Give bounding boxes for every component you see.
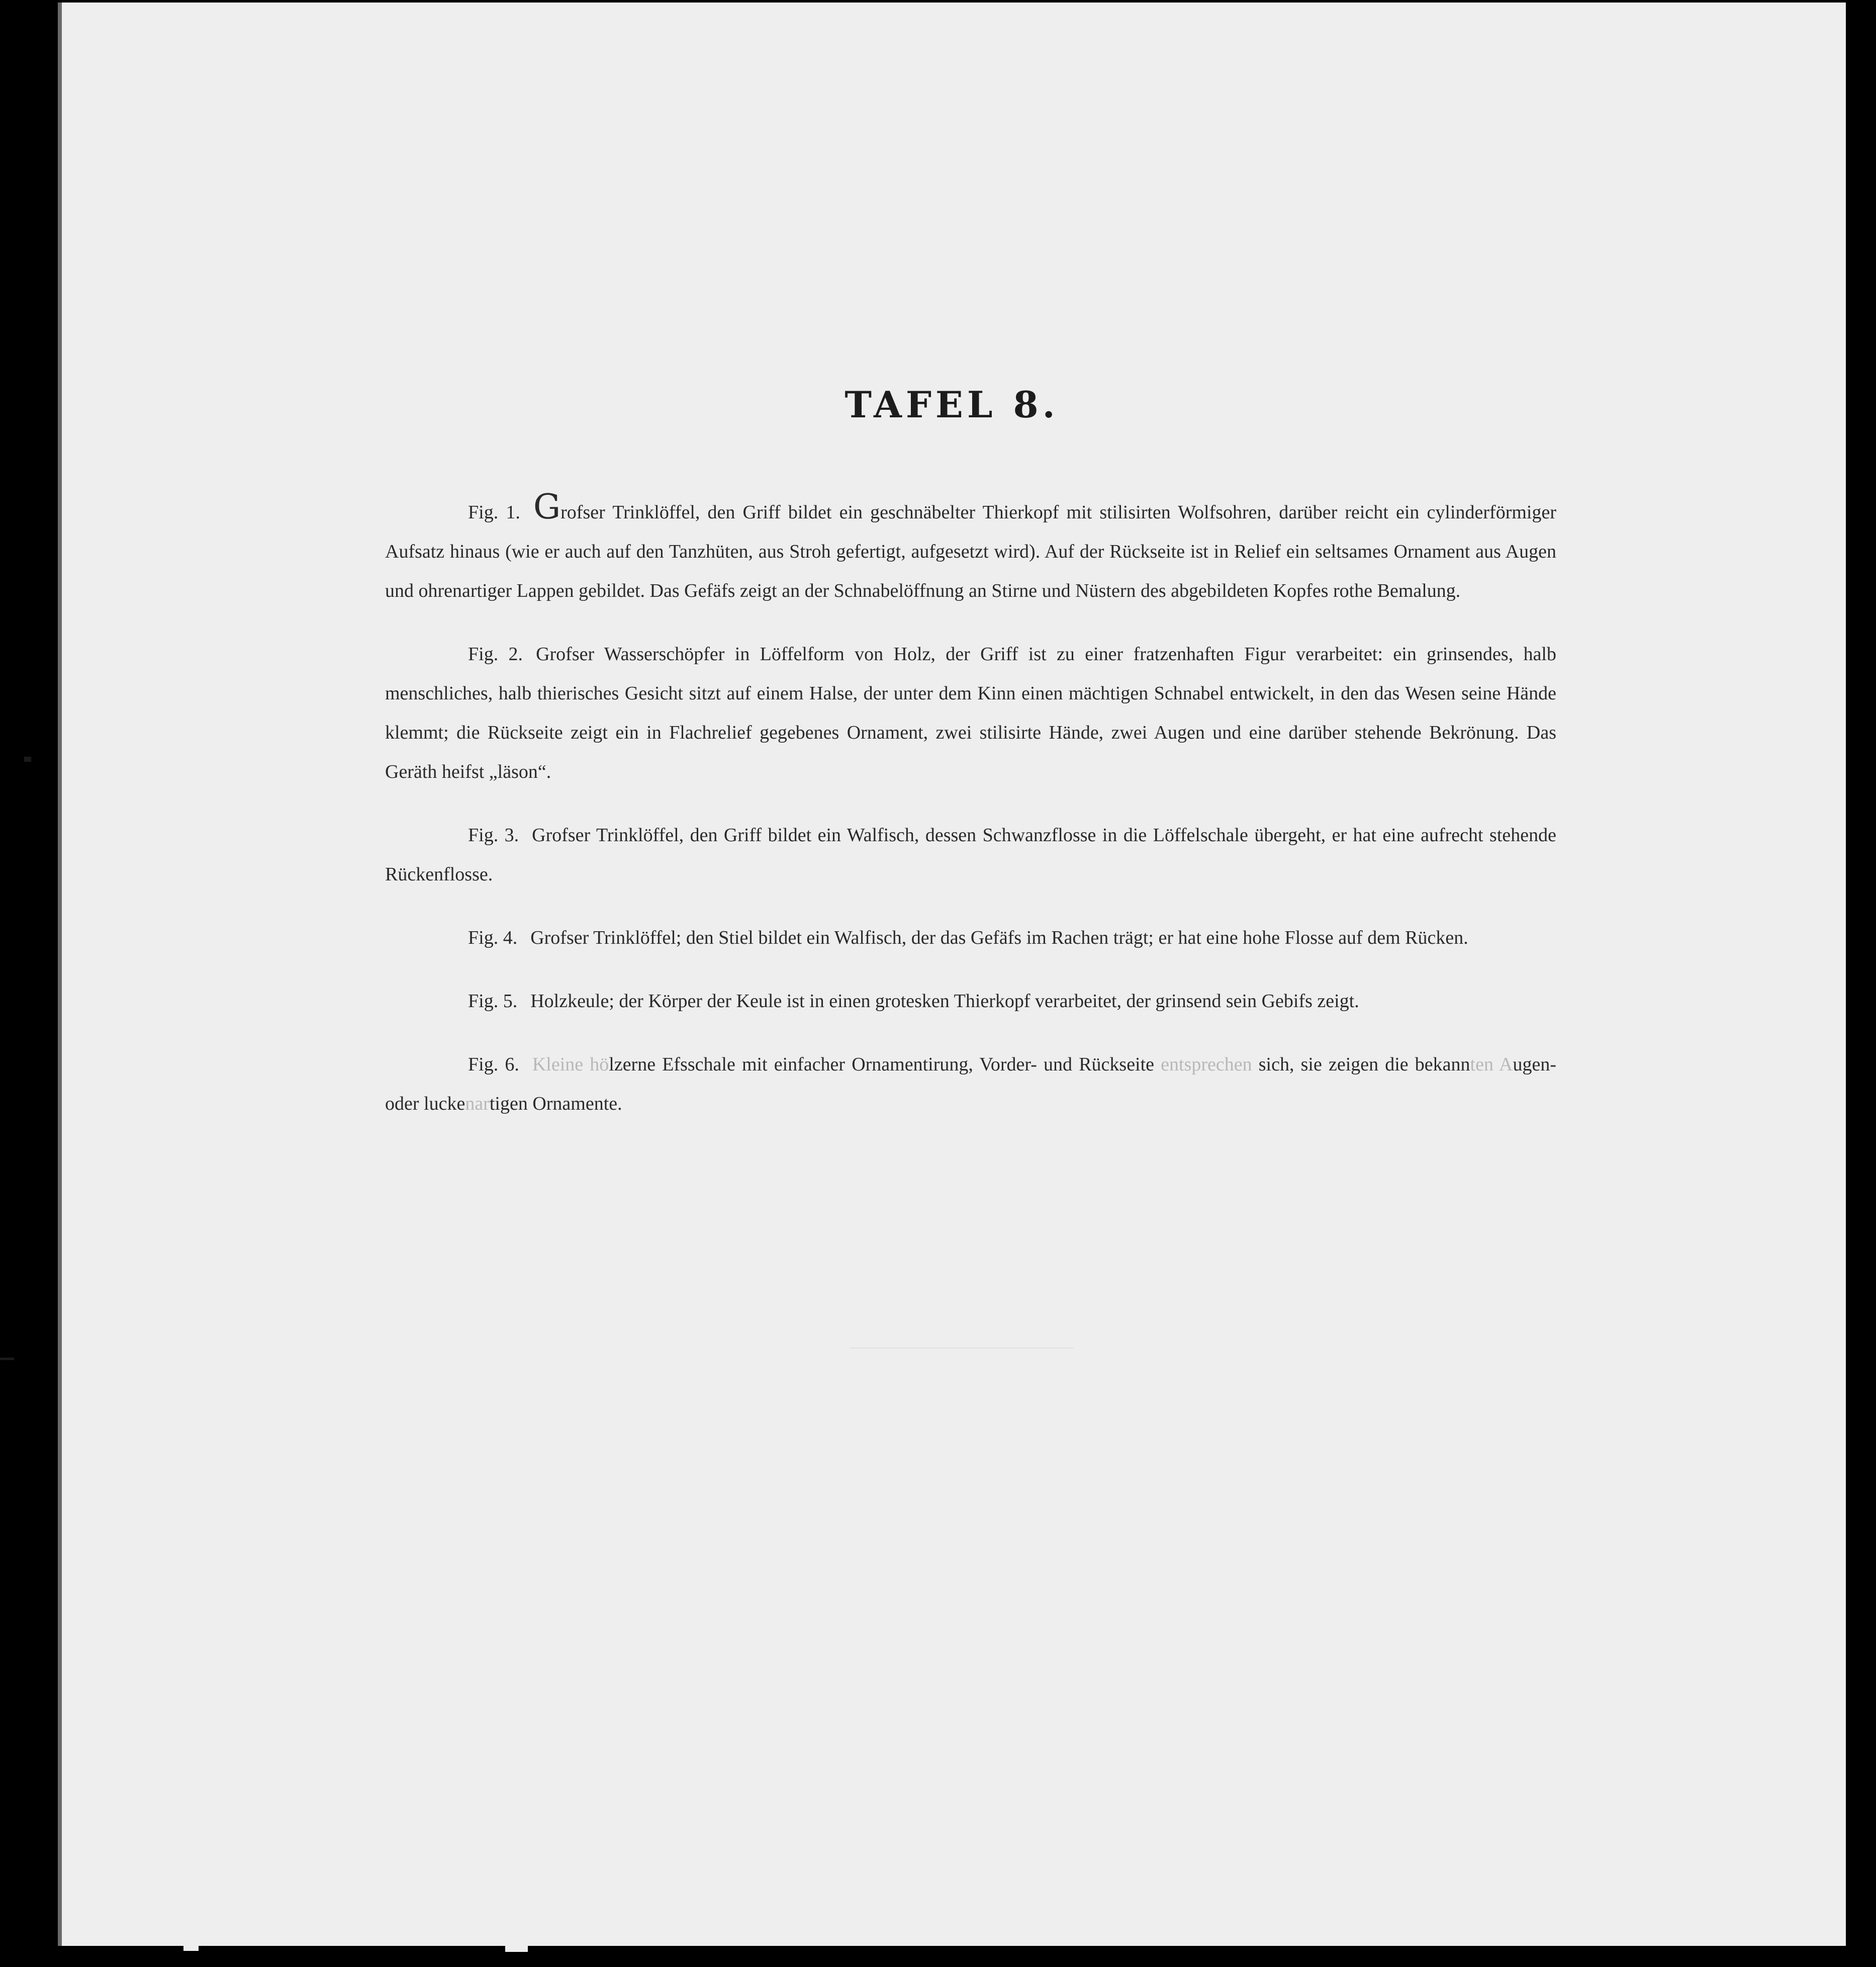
figure-6-text-b: lzerne Efsschale mit einfacher Ornamentirung, Vorder- und Rückseite bbox=[609, 1054, 1161, 1075]
figure-4-text: Grofser Trinklöffel; den Stiel bildet ein Walfisch, der das Gefäfs im Rachen trägt; er hat eine hohe Flosse auf dem Rücken. bbox=[530, 927, 1468, 948]
scan-bottom-border bbox=[0, 1946, 1876, 1967]
figure-6-label: Fig. 6. bbox=[468, 1054, 519, 1075]
figure-2-paragraph bbox=[385, 635, 1556, 791]
figure-4-paragraph bbox=[385, 918, 1556, 957]
figure-6-text-d: ugen- oder lucke bbox=[385, 1054, 1556, 1114]
figure-6-faint-4: nar bbox=[465, 1093, 490, 1114]
figure-6-faint-1: eine hö bbox=[551, 1054, 609, 1075]
bottom-ink-speck-1 bbox=[183, 1946, 199, 1951]
margin-mark-1 bbox=[24, 757, 31, 762]
figure-1-text: rofser Trinklöffel, den Griff bildet ein geschnäbelter Thierkopf mit stilisirten Wolfsohren, darüber reicht ein cylinderförmiger Aufsatz hinaus (wie er auch auf den Tanzhüten, aus Stroh gefertigt, aufgesetzt wird). Auf der Rückseite ist in Relief ein seltsames Ornament aus Augen und ohrenartiger Lappen gebildet. Das Gefäfs zeigt an der Schnabelöffnung an Stirne und Nüstern des abgebildeten Kopfes rothe Bemalung. bbox=[385, 502, 1556, 601]
figure-5-text: Holzkeule; der Körper der Keule ist in einen grotesken Thierkopf verarbeitet, der grinsend sein Gebifs zeigt. bbox=[530, 991, 1359, 1012]
page-title: TAFEL 8. bbox=[845, 383, 1059, 426]
figure-6-paragraph bbox=[385, 1045, 1556, 1123]
figure-5-label: Fig. 5. bbox=[468, 991, 518, 1012]
document-page bbox=[58, 3, 1846, 1946]
faint-rule bbox=[850, 1348, 1073, 1349]
figure-4-label: Fig. 4. bbox=[468, 927, 518, 948]
figure-2-text: Grofser Wasserschöpfer in Löffelform von Holz, der Griff ist zu einer fratzenhaften Figur verarbeitet: ein grinsendes, halb menschliches, halb thierisches Gesicht sitzt auf einem Halse, der unter dem Kinn einen mächtigen Schnabel entwickelt, in den das Wesen seine Hände klemmt; die Rückseite zeigt ein in Flachrelief gegebenes Ornament, zwei stilisirte Hände, zwei Augen und eine darüber stehende Bekrönung. Das Geräth heifst „läson“. bbox=[385, 644, 1556, 782]
margin-mark-2 bbox=[0, 1358, 14, 1360]
figure-3-text: Grofser Trinklöffel, den Griff bildet ein Walfisch, dessen Schwanzflosse in die Löffelschale übergeht, er hat eine aufrecht stehende Rückenflosse. bbox=[385, 825, 1556, 885]
figure-descriptions bbox=[385, 487, 1556, 1147]
figure-6-text-e: tigen Ornamente. bbox=[489, 1093, 622, 1114]
figure-5-paragraph bbox=[385, 981, 1556, 1021]
figure-3-label: Fig. 3. bbox=[468, 825, 519, 846]
figure-1-dropcap: G bbox=[533, 487, 561, 527]
figure-1-paragraph bbox=[385, 487, 1556, 610]
figure-3-paragraph bbox=[385, 816, 1556, 894]
figure-6-text-a: Kl bbox=[532, 1054, 551, 1075]
figure-6-faint-2: entsprechen bbox=[1161, 1054, 1252, 1075]
figure-6-faint-3: ten A bbox=[1470, 1054, 1513, 1075]
figure-2-label: Fig. 2. bbox=[468, 644, 523, 665]
page-left-edge bbox=[58, 3, 62, 1946]
bottom-ink-speck-2 bbox=[505, 1946, 528, 1952]
figure-6-text-c: sich, sie zeigen die bekann bbox=[1252, 1054, 1470, 1075]
figure-1-label: Fig. 1. bbox=[468, 502, 520, 523]
